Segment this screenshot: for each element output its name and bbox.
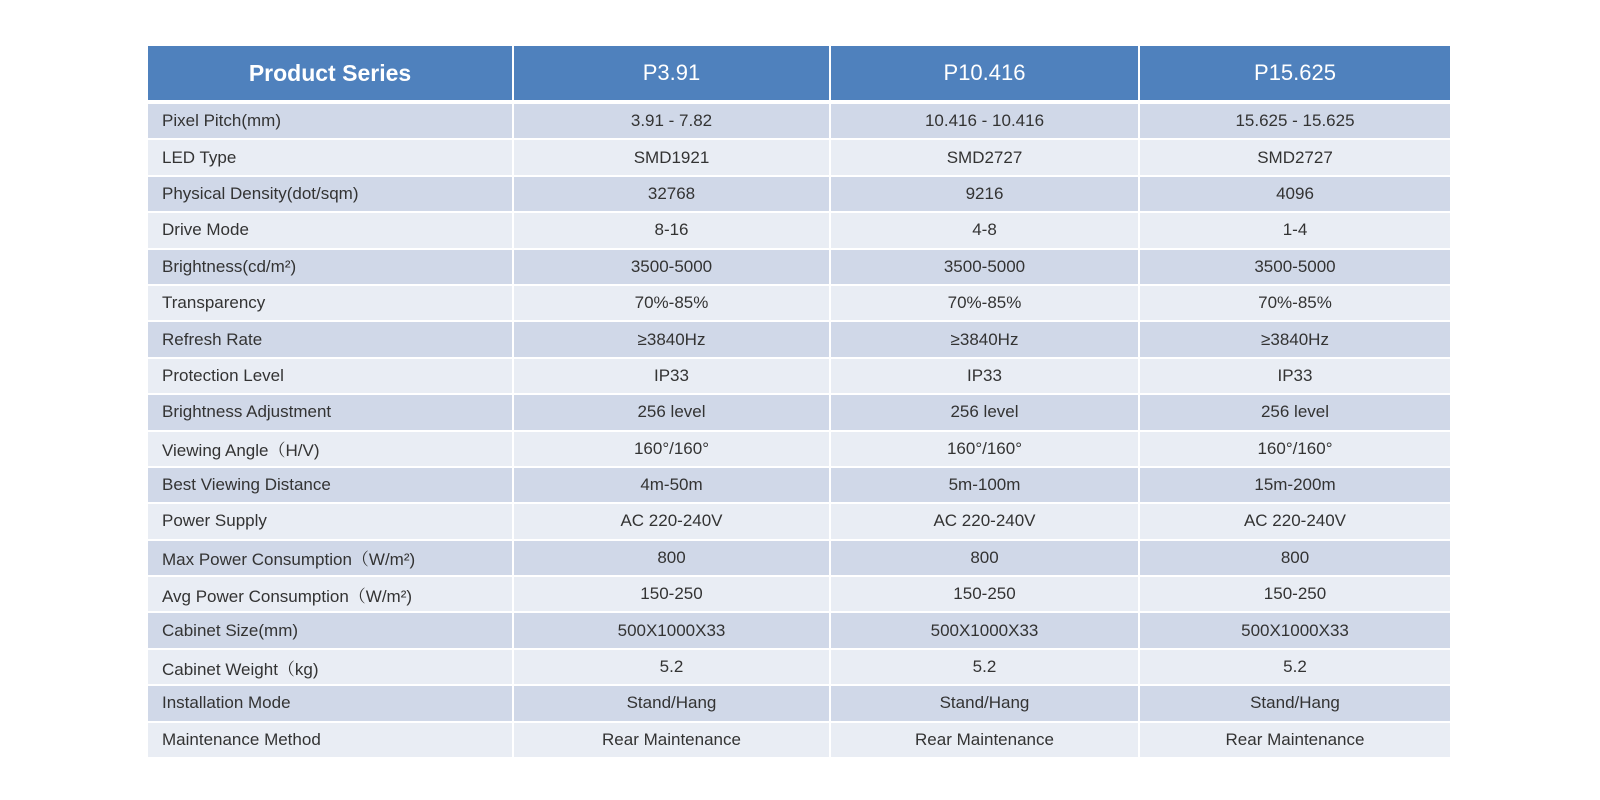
p10416-value: SMD2727	[831, 140, 1140, 176]
p10416-value: AC 220-240V	[831, 504, 1140, 540]
p391-value: 160°/160°	[514, 432, 831, 468]
p15625-value: 4096	[1140, 177, 1450, 213]
p15625-value: 15.625 - 15.625	[1140, 104, 1450, 140]
header-product-series: Product Series	[148, 46, 514, 104]
table-row	[148, 541, 1450, 577]
p15625-value: SMD2727	[1140, 140, 1450, 176]
table-row	[148, 468, 1450, 504]
p10416-value: 256 level	[831, 395, 1140, 431]
table-row	[148, 504, 1450, 540]
p391-value: AC 220-240V	[514, 504, 831, 540]
p10416-value: IP33	[831, 359, 1140, 395]
param-name: Avg Power Consumption（W/m²)	[148, 577, 514, 613]
header-row	[148, 46, 1450, 104]
table-row	[148, 723, 1450, 759]
param-name: Transparency	[148, 286, 514, 322]
param-name: Viewing Angle（H/V)	[148, 432, 514, 468]
p391-value: ≥3840Hz	[514, 322, 831, 358]
p391-value: 5.2	[514, 650, 831, 686]
p391-value: Stand/Hang	[514, 686, 831, 722]
p15625-value: 5.2	[1140, 650, 1450, 686]
p391-value: 256 level	[514, 395, 831, 431]
table-row	[148, 250, 1450, 286]
table-row	[148, 395, 1450, 431]
table-row	[148, 104, 1450, 140]
table-row	[148, 213, 1450, 249]
param-name: Cabinet Weight（kg)	[148, 650, 514, 686]
p15625-value: IP33	[1140, 359, 1450, 395]
p10416-value: Stand/Hang	[831, 686, 1140, 722]
param-name: Protection Level	[148, 359, 514, 395]
p15625-value: 15m-200m	[1140, 468, 1450, 504]
param-name: Brightness Adjustment	[148, 395, 514, 431]
param-name: Max Power Consumption（W/m²)	[148, 541, 514, 577]
table-row	[148, 177, 1450, 213]
header-p15625: P15.625	[1140, 46, 1450, 104]
p10416-value: 10.416 - 10.416	[831, 104, 1140, 140]
table-row	[148, 286, 1450, 322]
p15625-value: AC 220-240V	[1140, 504, 1450, 540]
table-row	[148, 686, 1450, 722]
table-row	[148, 613, 1450, 649]
param-name: Brightness(cd/m²)	[148, 250, 514, 286]
p10416-value: 160°/160°	[831, 432, 1140, 468]
p10416-value: 70%-85%	[831, 286, 1140, 322]
p15625-value: 3500-5000	[1140, 250, 1450, 286]
p10416-value: 500X1000X33	[831, 613, 1140, 649]
p15625-value: 160°/160°	[1140, 432, 1450, 468]
p15625-value: 256 level	[1140, 395, 1450, 431]
table-row	[148, 650, 1450, 686]
p15625-value: Rear Maintenance	[1140, 723, 1450, 759]
p10416-value: Rear Maintenance	[831, 723, 1140, 759]
p15625-value: 1-4	[1140, 213, 1450, 249]
p15625-value: 150-250	[1140, 577, 1450, 613]
p391-value: 150-250	[514, 577, 831, 613]
p10416-value: ≥3840Hz	[831, 322, 1140, 358]
p10416-value: 4-8	[831, 213, 1140, 249]
p10416-value: 800	[831, 541, 1140, 577]
p391-value: 500X1000X33	[514, 613, 831, 649]
p391-value: Rear Maintenance	[514, 723, 831, 759]
p391-value: 32768	[514, 177, 831, 213]
param-name: Maintenance Method	[148, 723, 514, 759]
param-name: Installation Mode	[148, 686, 514, 722]
table-row	[148, 432, 1450, 468]
spec-table	[148, 46, 1450, 759]
table-row	[148, 577, 1450, 613]
header-p391: P3.91	[514, 46, 831, 104]
param-name: Refresh Rate	[148, 322, 514, 358]
table-row	[148, 359, 1450, 395]
param-name: Best Viewing Distance	[148, 468, 514, 504]
param-name: Cabinet Size(mm)	[148, 613, 514, 649]
p391-value: 70%-85%	[514, 286, 831, 322]
p10416-value: 3500-5000	[831, 250, 1140, 286]
p391-value: 8-16	[514, 213, 831, 249]
p391-value: IP33	[514, 359, 831, 395]
header-p10416: P10.416	[831, 46, 1140, 104]
p15625-value: ≥3840Hz	[1140, 322, 1450, 358]
p391-value: 3.91 - 7.82	[514, 104, 831, 140]
table-row	[148, 140, 1450, 176]
p10416-value: 150-250	[831, 577, 1140, 613]
p391-value: 4m-50m	[514, 468, 831, 504]
p391-value: SMD1921	[514, 140, 831, 176]
p15625-value: 70%-85%	[1140, 286, 1450, 322]
table-row	[148, 322, 1450, 358]
param-name: LED Type	[148, 140, 514, 176]
param-name: Pixel Pitch(mm)	[148, 104, 514, 140]
p10416-value: 9216	[831, 177, 1140, 213]
p391-value: 800	[514, 541, 831, 577]
param-name: Power Supply	[148, 504, 514, 540]
p15625-value: 500X1000X33	[1140, 613, 1450, 649]
p15625-value: Stand/Hang	[1140, 686, 1450, 722]
p391-value: 3500-5000	[514, 250, 831, 286]
spec-body	[148, 104, 1450, 759]
param-name: Drive Mode	[148, 213, 514, 249]
p10416-value: 5.2	[831, 650, 1140, 686]
p10416-value: 5m-100m	[831, 468, 1140, 504]
param-name: Physical Density(dot/sqm)	[148, 177, 514, 213]
p15625-value: 800	[1140, 541, 1450, 577]
